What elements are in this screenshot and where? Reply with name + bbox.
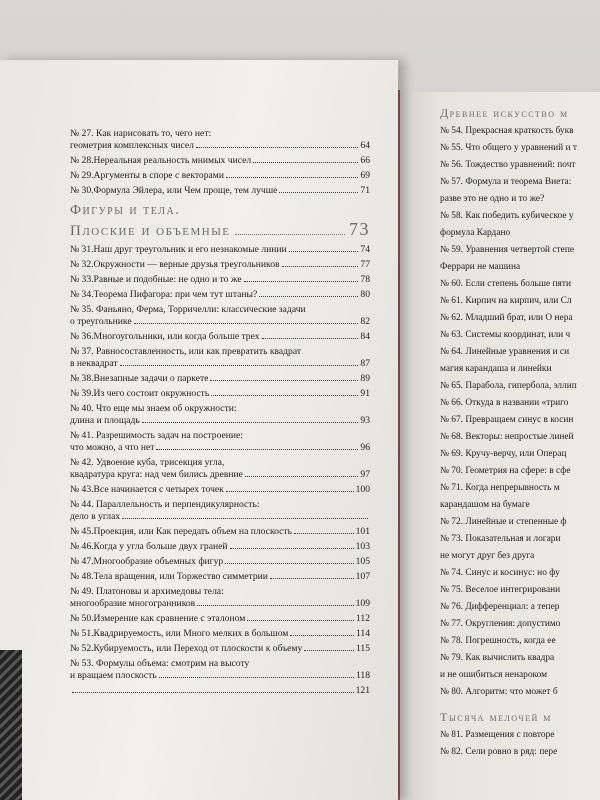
entry-number: № 37.	[70, 346, 94, 357]
dot-leader	[122, 518, 368, 519]
entry-number: № 52.	[70, 643, 94, 654]
toc-entry	[70, 556, 370, 568]
entry-title: Формулы объема: смотрим на высоту	[93, 658, 250, 669]
dot-leader	[304, 650, 354, 651]
entry-title: Формула Эйлера, или Чем проще, тем лучше	[93, 185, 278, 196]
right-toc-entry: № 63. Системы координат, или ч	[440, 330, 571, 340]
entry-number: № 51.	[70, 628, 94, 639]
dot-leader	[259, 296, 358, 297]
right-toc-entry: Феррари не машина	[440, 262, 521, 272]
right-toc-entry: № 78. Погрешность, когда ее	[440, 636, 556, 646]
right-toc-entry: № 82. Сели ровно в ряд: пере	[440, 747, 558, 757]
entry-page-number: 112	[355, 613, 370, 624]
toc-entry	[70, 457, 370, 481]
entry-title: Теорема Пифагора: при чем тут штаны?	[93, 289, 258, 300]
entry-title: Измерение как сравнение с эталоном	[93, 613, 246, 624]
entry-number: № 39.	[70, 388, 94, 399]
entry-title: Проекция, или Как передать объем на плоскость	[93, 526, 292, 537]
entry-number: № 50.	[70, 613, 94, 624]
right-toc-entry: № 77. Округления: допустимо	[440, 619, 561, 629]
right-toc-entry: № 62. Младший брат, или О нера	[440, 313, 573, 323]
entry-title: Что еще мы знаем об окружности:	[93, 403, 237, 414]
right-toc-entry: № 72. Линейные и степенные ф	[440, 517, 567, 527]
entry-number: № 32.	[70, 259, 94, 270]
entry-page-number: 101	[355, 526, 370, 537]
entry-page-number: 103	[355, 541, 370, 552]
entry-title: Разрешимость задач на построение:	[93, 430, 243, 441]
entry-page-number: 77	[360, 259, 370, 270]
right-toc-entry: № 59. Уравнения четвертой степе	[440, 245, 574, 255]
right-toc-entry: № 70. Геометрия на сфере: в сфе	[440, 466, 571, 476]
dot-leader	[197, 605, 353, 606]
right-toc-entry: № 69. Кручу-верчу, или Операц	[440, 449, 567, 459]
dot-leader	[159, 677, 354, 678]
entry-title: Окружности — верные друзья треугольников	[93, 259, 280, 270]
dot-leader	[244, 281, 359, 282]
right-toc-entry: № 56. Тождество уравнений: почт	[440, 160, 576, 170]
entry-title-continued: дело в углах	[70, 511, 121, 522]
entry-page-number: 121	[355, 685, 370, 696]
right-toc-entry: разве это не одно и то же?	[440, 194, 545, 204]
entry-number: № 33.	[70, 274, 94, 285]
toc-entry-line1	[70, 457, 370, 469]
entry-number: № 36.	[70, 331, 94, 342]
entry-number: № 30.	[70, 185, 94, 196]
entry-title: Аргументы в споре с векторами	[93, 170, 224, 181]
toc-entry	[70, 304, 370, 328]
right-section-title-2: Тысяча мелочей м	[440, 710, 552, 724]
entry-page-number: 84	[360, 331, 370, 342]
right-toc-entry: № 81. Размещения с повторе	[440, 730, 555, 740]
toc-entry	[70, 430, 370, 454]
toc-entry-line1	[70, 430, 370, 442]
entry-page-number: 100	[355, 484, 370, 495]
toc-entry	[70, 658, 370, 682]
entry-page-number: 91	[360, 388, 370, 399]
entry-page-number: 64	[360, 140, 370, 151]
toc-entry	[70, 274, 370, 286]
dot-leader	[282, 266, 359, 267]
toc-entry	[70, 331, 370, 343]
dot-leader	[226, 177, 358, 178]
dot-leader	[279, 192, 358, 193]
entry-title: Нереальная реальность мнимых чисел	[93, 155, 252, 166]
entry-number: № 38.	[70, 373, 94, 384]
right-toc	[440, 106, 600, 763]
toc-entry-line1	[70, 304, 370, 316]
dot-leader	[289, 251, 359, 252]
right-toc-entry: № 54. Прекрасная краткость букв	[440, 126, 574, 136]
entry-title: Все начинается с четырех точек	[93, 484, 224, 495]
entry-title-continued: что можно, а что нет	[70, 442, 155, 453]
right-toc-entry: карандашом на бумаге	[440, 500, 530, 510]
toc-entry	[70, 628, 370, 640]
section-title-line2	[70, 219, 370, 240]
entry-page-number: 93	[360, 415, 370, 426]
right-toc-entry: № 66. Откуда в названии «триго	[440, 398, 569, 408]
dot-leader	[225, 563, 353, 564]
entry-title: Удвоение куба, трисекция угла,	[93, 457, 225, 468]
right-toc-entry: и не ошибиться ненароком	[440, 670, 548, 680]
entry-page-number: 66	[360, 155, 370, 166]
entry-number: № 53.	[70, 658, 94, 669]
entry-number: № 48.	[70, 571, 94, 582]
dot-leader	[235, 234, 345, 235]
right-toc-entry: № 68. Векторы: непростые линей	[440, 432, 574, 442]
dot-leader	[134, 323, 359, 324]
entry-number: № 35.	[70, 304, 94, 315]
toc-entry	[70, 289, 370, 301]
entry-title: Тела вращения, или Торжество симметрии	[93, 571, 268, 582]
entry-page-number: 105	[355, 556, 370, 567]
toc-entry	[70, 185, 370, 197]
toc-entry	[70, 643, 370, 655]
toc-entry	[70, 373, 370, 385]
entry-title: Параллельность и перпендикулярность:	[93, 499, 260, 510]
toc-entry	[70, 613, 370, 625]
right-toc-entry: № 65. Парабола, гипербола, эллип	[440, 381, 577, 391]
dot-leader	[210, 380, 358, 381]
entry-number: № 41.	[70, 430, 94, 441]
toc-entry	[70, 499, 370, 523]
entry-title: Наш друг треугольник и его незнакомые линии	[93, 244, 287, 255]
entry-page-number: 96	[360, 442, 370, 453]
dot-leader	[211, 395, 358, 396]
entry-title: Внезапные задачи о паркете	[93, 373, 209, 384]
right-toc-entry: № 74. Синус и косинус: но фу	[440, 568, 560, 578]
entry-page-number: 74	[360, 244, 370, 255]
right-toc-entry: не могут друг без друга	[440, 551, 535, 561]
entry-title: Равносоставленность, или как превратить квадрат	[93, 346, 302, 357]
toc-entry	[70, 526, 370, 538]
right-toc-entry: № 67. Превращаем синус в косин	[440, 415, 574, 425]
entry-title-continued: квадратура круга: над чем бились древние	[70, 469, 243, 480]
entry-title: Многообразие объемных фигур	[93, 556, 224, 567]
entry-title-continued: геометрия комплексных чисел	[70, 140, 194, 151]
section-title-text: Плоские и объемные	[70, 223, 231, 239]
entry-number: № 29.	[70, 170, 94, 181]
entry-number: № 27.	[70, 128, 94, 139]
entry-number: № 40.	[70, 403, 94, 414]
entry-page-number: 80	[360, 289, 370, 300]
dot-leader	[270, 578, 354, 579]
dot-leader	[247, 620, 354, 621]
right-toc-entry: № 64. Линейные уравнения и си	[440, 347, 570, 357]
dot-leader	[156, 449, 358, 450]
entry-title: Когда у угла больше двух граней	[93, 541, 228, 552]
toc-entry-line1	[70, 658, 370, 670]
toc-entry-line1	[70, 346, 370, 358]
entry-title: Кубируемость, или Переход от плоскости к объему	[93, 643, 303, 654]
entry-page-number: 69	[360, 170, 370, 181]
toc-entry	[70, 388, 370, 400]
entry-number: № 31.	[70, 244, 94, 255]
toc-entry-line1	[70, 403, 370, 415]
dot-leader	[226, 491, 354, 492]
entry-page-number: 82	[360, 316, 370, 327]
right-toc-entry: № 60. Если степень больше пяти	[440, 279, 571, 289]
toc-entry	[70, 403, 370, 427]
entry-number: № 28.	[70, 155, 94, 166]
entry-page-number: 71	[360, 185, 370, 196]
entry-page-number: 89	[360, 373, 370, 384]
entry-page-number: 114	[355, 628, 370, 639]
right-toc-entry: № 75. Веселое интегрировани	[440, 585, 561, 595]
dot-leader	[230, 548, 354, 549]
entry-title-continued: длина и площадь	[70, 415, 140, 426]
toc-entry-line1	[70, 586, 370, 598]
right-toc-entry: № 79. Как вычислить квадра	[440, 653, 555, 663]
entry-page-number: 78	[360, 274, 370, 285]
dot-leader	[253, 162, 358, 163]
dot-leader	[72, 692, 354, 693]
right-toc-entry: № 73. Показательная и логари	[440, 534, 561, 544]
dot-leader	[142, 422, 359, 423]
entry-title: Как нарисовать то, чего нет:	[93, 128, 212, 139]
entry-number: № 46.	[70, 541, 94, 552]
toc-entry	[70, 128, 370, 152]
entry-title: Фаньяно, Ферма, Торричелли: классические задачи	[93, 304, 306, 315]
right-toc-entry: № 61. Кирпич на кирпич, или Сл	[440, 296, 572, 306]
dot-leader	[196, 147, 358, 148]
toc-entry	[70, 541, 370, 553]
entry-page-number: 97	[360, 469, 370, 480]
entry-title-continued: и вращаем плоскость	[70, 670, 157, 681]
section-title-line1: Фигуры и тела.	[70, 203, 181, 218]
dot-leader	[294, 533, 354, 534]
entry-number: № 47.	[70, 556, 94, 567]
toc-entry	[70, 685, 370, 697]
right-toc-entry: № 76. Дифференциал: а тепер	[440, 602, 560, 612]
right-toc-entry: № 55. Что общего у уравнений и т	[440, 143, 577, 153]
left-toc	[70, 128, 370, 700]
right-toc-entry: № 58. Как победить кубическое у	[440, 211, 574, 221]
dot-leader	[262, 338, 359, 339]
entry-number: № 34.	[70, 289, 94, 300]
toc-entry	[70, 259, 370, 271]
toc-entry-line1	[70, 499, 370, 511]
entry-number: № 45.	[70, 526, 94, 537]
entry-number: № 44.	[70, 499, 94, 510]
entry-title-continued: в неквадрат	[70, 358, 118, 369]
dot-leader	[290, 635, 354, 636]
right-toc-entry: формула Кардано	[440, 228, 511, 238]
entry-title: Многоугольники, или когда больше трех	[93, 331, 260, 342]
toc-entry-line1	[70, 128, 370, 140]
knitted-fabric	[0, 650, 22, 800]
entry-number: № 43.	[70, 484, 94, 495]
right-toc-entry: № 80. Алгоритм: что может б	[440, 687, 558, 697]
entry-title: Платоновы и архимедовы тела:	[93, 586, 224, 597]
left-page	[0, 60, 398, 800]
entry-title-continued: многообразие многогранников	[70, 598, 196, 609]
toc-entry	[70, 155, 370, 167]
entry-title: Квадрируемость, или Много мелких в большом	[93, 628, 289, 639]
entry-title: Равные и подобные: не одно и то же	[93, 274, 242, 285]
right-toc-entry: № 57. Формула и теорема Виета:	[440, 177, 572, 187]
toc-entry	[70, 586, 370, 610]
toc-entry	[70, 244, 370, 256]
entry-number: № 42.	[70, 457, 94, 468]
dot-leader	[120, 365, 359, 366]
dot-leader	[245, 476, 359, 477]
entry-page-number: 107	[355, 571, 370, 582]
toc-entry	[70, 571, 370, 583]
entry-title: Из чего состоит окружность	[93, 388, 210, 399]
entry-title-continued: о треугольнике	[70, 316, 132, 327]
entry-page-number: 118	[355, 670, 370, 681]
right-section-title-1: Древнее искусство м	[440, 106, 569, 120]
entry-page-number: 109	[355, 598, 370, 609]
toc-entry	[70, 170, 370, 182]
right-page	[398, 92, 600, 800]
toc-entry	[70, 484, 370, 496]
section-page-number: 73	[349, 219, 370, 239]
entry-number: № 49.	[70, 586, 94, 597]
entry-page-number: 115	[355, 643, 370, 654]
right-toc-entry: № 71. Когда непрерывность м	[440, 483, 560, 493]
toc-entry	[70, 346, 370, 370]
entry-page-number: 87	[360, 358, 370, 369]
right-toc-entry: магия карандаша и линейки	[440, 364, 552, 374]
